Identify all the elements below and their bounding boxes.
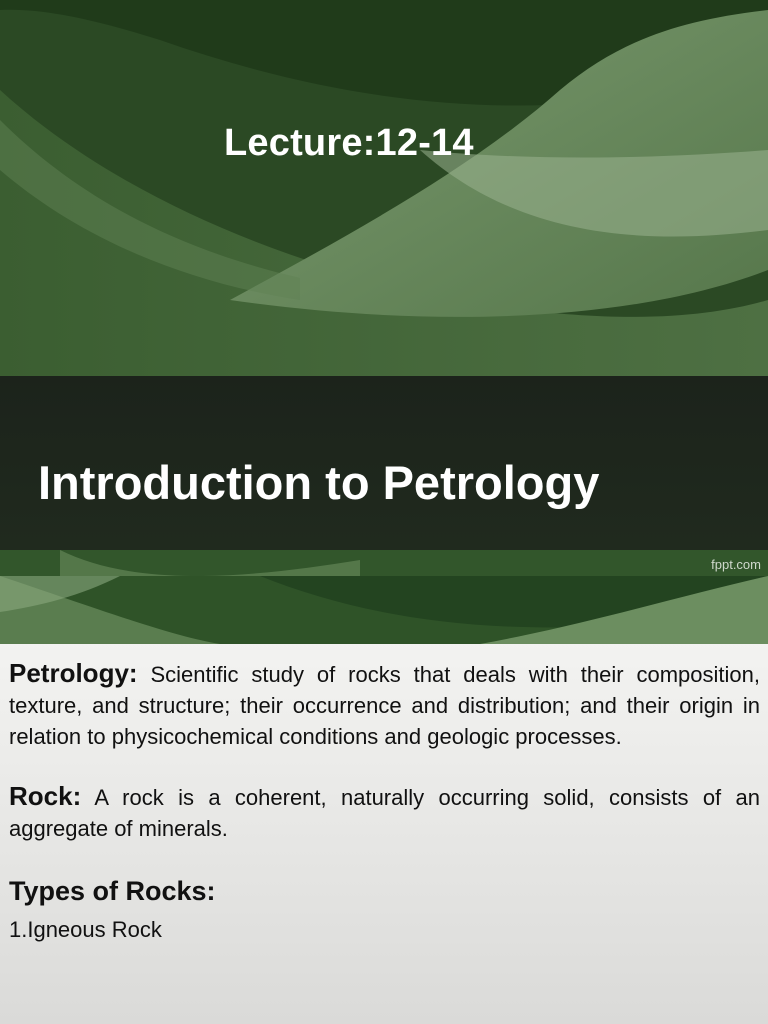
slide-content: [9, 658, 760, 944]
types-heading: Types of Rocks:: [9, 876, 216, 906]
lecture-number: Lecture:12-14: [224, 122, 474, 164]
content-slide: [0, 576, 768, 1024]
list-item: 1.Igneous Rock: [9, 917, 162, 942]
rock-term: Rock:: [9, 781, 82, 811]
petrology-text: Scientific study of rocks that deals with their composition, texture, and structure; their occurrence and distribution; and their origin in relation to physicochemical conditions and geologic processes.: [9, 662, 760, 749]
rock-text: A rock is a coherent, naturally occurring solid, consists of an aggregate of minerals.: [9, 785, 760, 841]
slide-title: Introduction to Petrology: [38, 456, 600, 509]
rock-definition: [9, 781, 760, 844]
petrology-definition: [9, 658, 760, 752]
watermark: fppt.com: [711, 557, 761, 572]
petrology-term: Petrology:: [9, 658, 138, 688]
